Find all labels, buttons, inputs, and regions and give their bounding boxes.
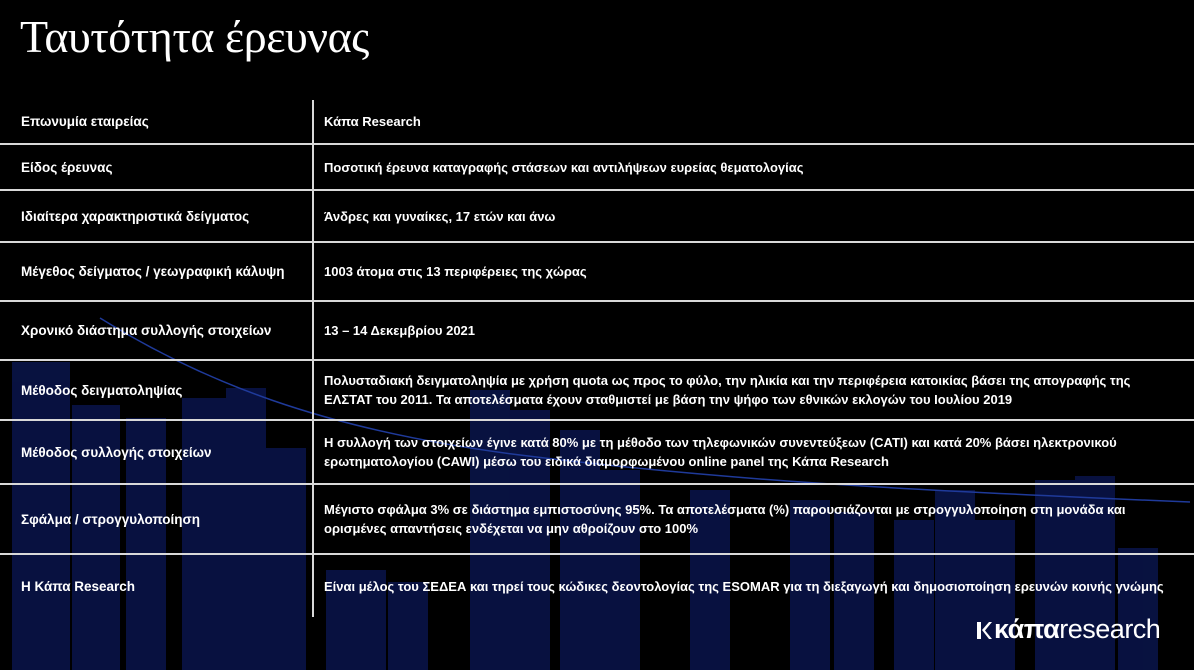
kapa-research-logo bbox=[976, 614, 1160, 645]
logo-suffix-text: research bbox=[1059, 614, 1161, 644]
table-row bbox=[0, 243, 1194, 302]
row-label: Μέγεθος δείγματος / γεωγραφική κάλυψη bbox=[0, 243, 314, 300]
table-row bbox=[0, 145, 1194, 191]
row-value: 13 – 14 Δεκεμβρίου 2021 bbox=[324, 323, 476, 338]
row-label: Επωνυμία εταιρείας bbox=[0, 100, 314, 143]
survey-info-table bbox=[0, 100, 1194, 617]
row-value: Άνδρες και γυναίκες, 17 ετών και άνω bbox=[324, 208, 556, 224]
logo-brand-text: κάπα bbox=[994, 614, 1060, 644]
page-title: Ταυτότητα έρευνας bbox=[20, 11, 369, 62]
table-row bbox=[0, 361, 1194, 421]
row-value: Μέγιστο σφάλμα 3% σε διάστημα εμπιστοσύνης 95%. Τα αποτελέσματα (%) παρουσιάζονται με στρογγυλοποίηση στη μονάδα και ορισμένες απαντήσεις ενδέχεται να μην αθροίζουν στο 100% bbox=[324, 502, 1126, 536]
row-label: Χρονικό διάστημα συλλογής στοιχείων bbox=[0, 302, 314, 359]
table-row bbox=[0, 555, 1194, 617]
row-value: 1003 άτομα στις 13 περιφέρειες της χώρας bbox=[324, 264, 587, 279]
table-row bbox=[0, 421, 1194, 485]
row-value: Ποσοτική έρευνα καταγραφής στάσεων και αντιλήψεων ευρείας θεματολογίας bbox=[324, 159, 804, 175]
row-value: Πολυσταδιακή δειγματοληψία με χρήση quota ως προς το φύλο, την ηλικία και την περιφέρεια κατοικίας βάσει της απογραφής της ΕΛΣΤΑΤ του 2011. Τα αποτελέσματα έχουν σταθμιστεί με βάση την ψήφο των εθνικών εκλογών του Ιουλίου 2019 bbox=[324, 373, 1131, 407]
row-label: Σφάλμα / στρογγυλοποίηση bbox=[0, 485, 314, 553]
row-label: Η Κάπα Research bbox=[0, 555, 314, 617]
row-value: Κάπα Research bbox=[324, 114, 421, 129]
row-value: Η συλλογή των στοιχείων έγινε κατά 80% με τη μέθοδο των τηλεφωνικών συνεντεύξεων (CATI) και κατά 20% βάσει ηλεκτρονικού ερωτηματολογίου (CAWI) μέσω του ειδικά διαμορφωμένου online panel της Κάπα Research bbox=[324, 435, 1117, 469]
table-row bbox=[0, 100, 1194, 145]
row-label: Είδος έρευνας bbox=[0, 145, 314, 189]
row-label: Μέθοδος δειγματοληψίας bbox=[0, 361, 314, 419]
kapa-logo-mark-icon bbox=[976, 619, 992, 641]
row-label: Μέθοδος συλλογής στοιχείων bbox=[0, 421, 314, 483]
row-label: Ιδιαίτερα χαρακτηριστικά δείγματος bbox=[0, 191, 314, 241]
table-row bbox=[0, 485, 1194, 555]
table-row bbox=[0, 302, 1194, 361]
table-row bbox=[0, 191, 1194, 243]
row-value: Είναι μέλος του ΣΕΔΕΑ και τηρεί τους κώδικες δεοντολογίας της ESOMAR για τη διεξαγωγή και δημοσιοποίηση ερευνών κοινής γνώμης bbox=[324, 578, 1164, 594]
